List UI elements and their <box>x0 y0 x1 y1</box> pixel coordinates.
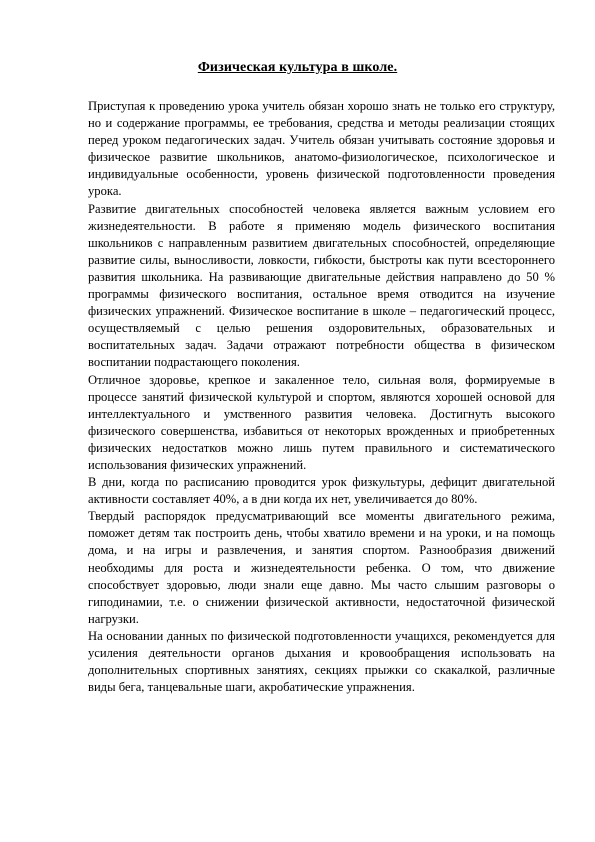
paragraph-lesson-preparation: Приступая к проведению урока учитель обязан хорошо знать не только его структуру, но и содержание программы, ее требования, средства и методы реализации стоящих перед уроком педагогических задач. Учитель обязан учитывать состояние здоровья и физическое развитие школьников, анатомо-физиологическое, психологическое и индивидуальные особенности, уровень физической подготовленности проведения урока. <box>88 99 555 199</box>
paragraph-motor-abilities: Развитие двигательных способностей человека является важным условием его жизнедеятельности. В работе я применяю модель физического воспитания школьников с направленным развитием двигательных способностей, определяющие развитие силы, выносливости, ловкости, гибкости, быстроты как пути всестороннего развития школьника. На развивающие двигательные действия направлено до 50 % программы физического воспитания, остальное время отводится на изучение физических упражнений. Физическое воспитание в школе – педагогический процесс, осуществляемый с целью решения оздоровительных, образовательных и воспитательных задач. Задачи отражают потребности общества в физическом воспитании подрастающего поколения. <box>88 201 555 370</box>
paragraph-activity-deficit: В дни, когда по расписанию проводится урок физкультуры, дефицит двигательной активности составляет 40%, а в дни когда их нет, увеличивается до 80%. <box>88 475 555 507</box>
document-body <box>88 98 555 696</box>
paragraph-recommendations: На основании данных по физической подготовленности учащихся, рекомендуется для усиления деятельности органов дыхания и кровообращения использовать на дополнительных спортивных занятиях, секциях прыжки со скакалкой, различные виды бега, танцевальные шаги, акробатические упражнения. <box>88 628 555 695</box>
paragraph-daily-routine: Твердый распорядок предусматривающий все моменты двигательного режима, поможет детям так построить день, чтобы хватило времени и на уроки, и на помощь дома, и на игры и развлечения, и занятия спортом. Разнообразия движений необходимы для роста и жизнедеятельности ребенка. О том, что движение способствует здоровью, люди знали еще давно. Мы часто слышим разговоры о гиподинамии, т.е. о снижении физической активности, недостаточной физической нагрузки. <box>88 509 555 626</box>
document-title: Физическая культура в школе. <box>197 60 398 75</box>
paragraph-health-and-development: Отличное здоровье, крепкое и закаленное тело, сильная воля, формируемые в процессе занятий физической культурой и спортом, являются хорошей основой для интеллектуального и умственного развития человека. Достигнуть высокого физического совершенства, избавиться от некоторых врожденных и приобретенных физических недостатков можно лишь путем правильного и систематического использования физических упражнений. <box>88 372 555 472</box>
